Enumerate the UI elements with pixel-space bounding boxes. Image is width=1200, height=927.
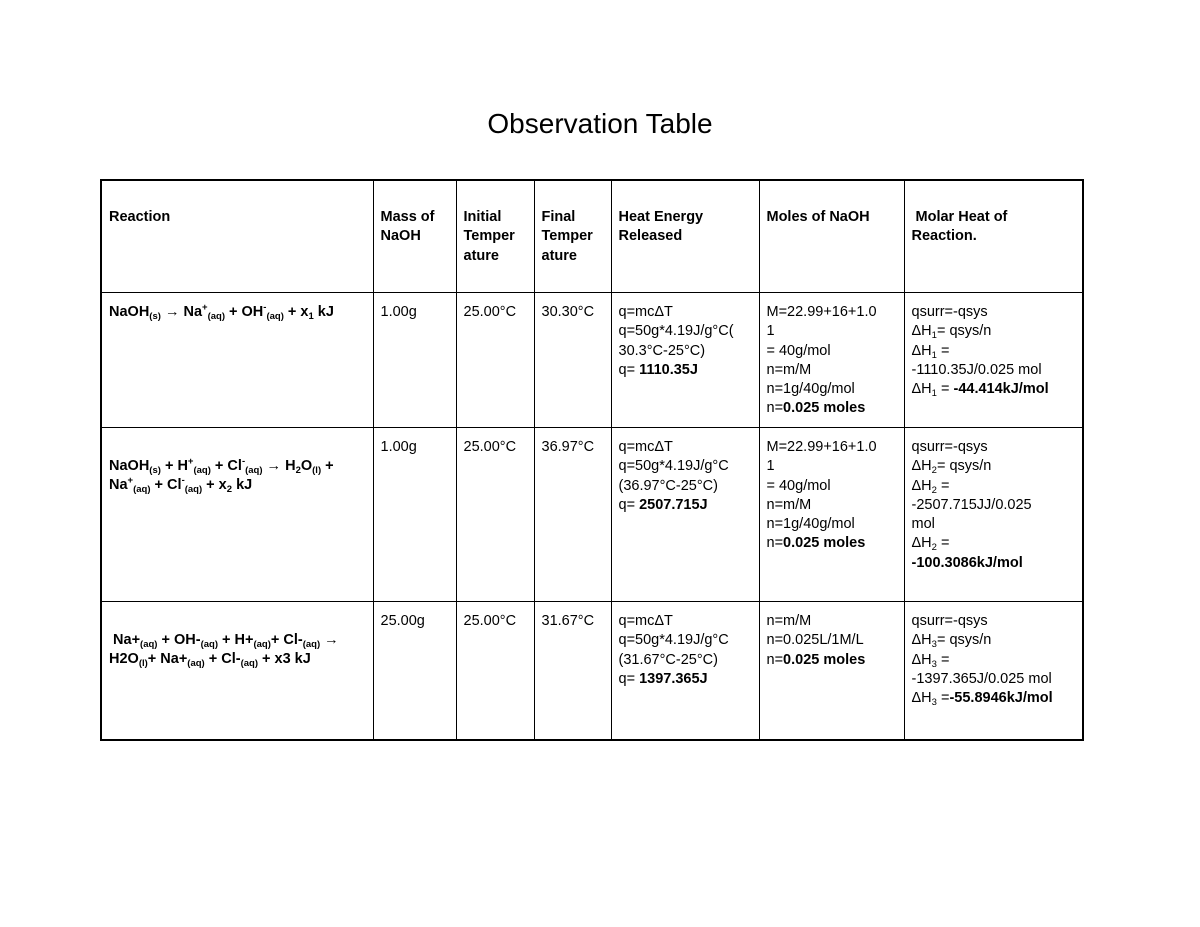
final-temp-cell: 31.67°C <box>534 602 611 741</box>
mass-cell: 1.00g <box>373 428 456 602</box>
table-row <box>101 602 1083 741</box>
table-row <box>101 293 1083 428</box>
molar-heat-cell: qsurr=-qsys $\Delta H_3=$ qsys/n $\Delta H_3$ = -1397.365J/0.025 mol $\Delta H_3 =-55.8946kJ/mol$ <box>904 602 1083 741</box>
final-temp-cell: 36.97°C <box>534 428 611 602</box>
table-header-row <box>101 180 1083 293</box>
initial-temp-cell: 25.00°C <box>456 293 534 428</box>
header-heat-energy: Heat Energy Released <box>611 180 759 293</box>
header-moles: Moles of NaOH <box>759 180 904 293</box>
moles-cell: M=22.99+16+1.0 1 = 40g/mol n=m/M n=1g/40g/mol n=0.025 moles <box>759 428 904 602</box>
molar-heat-cell: qsurr=-qsys $\Delta H_1=$ qsys/n $\Delta H_1$ = -1110.35J/0.025 mol $\Delta H_1 = -44.414kJ/mol$ <box>904 293 1083 428</box>
header-initial-temperature: Initial Temper ature <box>456 180 534 293</box>
mass-cell: 1.00g <box>373 293 456 428</box>
header-mass: Mass of NaOH <box>373 180 456 293</box>
final-temp-cell: 30.30°C <box>534 293 611 428</box>
reaction-cell: NaOH$_{(s)}$ → $Na^+_{(aq)} + OH^-_{(aq)} + x_1$ kJ <box>101 293 373 428</box>
reaction-cell: $Na+_{(aq)} + OH-_{(aq)} + H+_{(aq)}+ Cl-_{(aq)}$ → $H2O_{(l)}+ Na+_{(aq)} + Cl-_{(aq)} + x3$ kJ <box>101 602 373 741</box>
table-row <box>101 428 1083 602</box>
initial-temp-cell: 25.00°C <box>456 428 534 602</box>
initial-temp-cell: 25.00°C <box>456 602 534 741</box>
mass-cell: 25.00g <box>373 602 456 741</box>
moles-cell: n=m/M n=0.025L/1M/L n=0.025 moles <box>759 602 904 741</box>
heat-energy-cell: q=mcΔT q=50g*4.19J/g°C (36.97°C-25°C) q= 2507.715J <box>611 428 759 602</box>
header-reaction: Reaction <box>101 180 373 293</box>
header-molar-heat: Molar Heat of Reaction. <box>904 180 1083 293</box>
header-final-temperature: Final Temper ature <box>534 180 611 293</box>
molar-heat-cell: qsurr=-qsys $\Delta H_2=$ qsys/n $\Delta H_2$ = -2507.715JJ/0.025 mol $\Delta H_2$ = -100.3086kJ/mol <box>904 428 1083 602</box>
moles-cell: M=22.99+16+1.0 1 = 40g/mol n=m/M n=1g/40g/mol n=0.025 moles <box>759 293 904 428</box>
heat-energy-cell: q=mcΔT q=50g*4.19J/g°C( 30.3°C-25°C) q= 1110.35J <box>611 293 759 428</box>
observation-table <box>100 179 1084 741</box>
heat-energy-cell: q=mcΔT q=50g*4.19J/g°C (31.67°C-25°C) q= 1397.365J <box>611 602 759 741</box>
page-title: Observation Table <box>487 108 713 139</box>
reaction-cell: NaOH$_{(s)}$ + $H^+_{(aq)} + Cl^-_{(aq)} \to H_2O_{(l)}$ + $Na^+_{(aq)} + Cl^-_{(aq)} + x_2$ kJ <box>101 428 373 602</box>
